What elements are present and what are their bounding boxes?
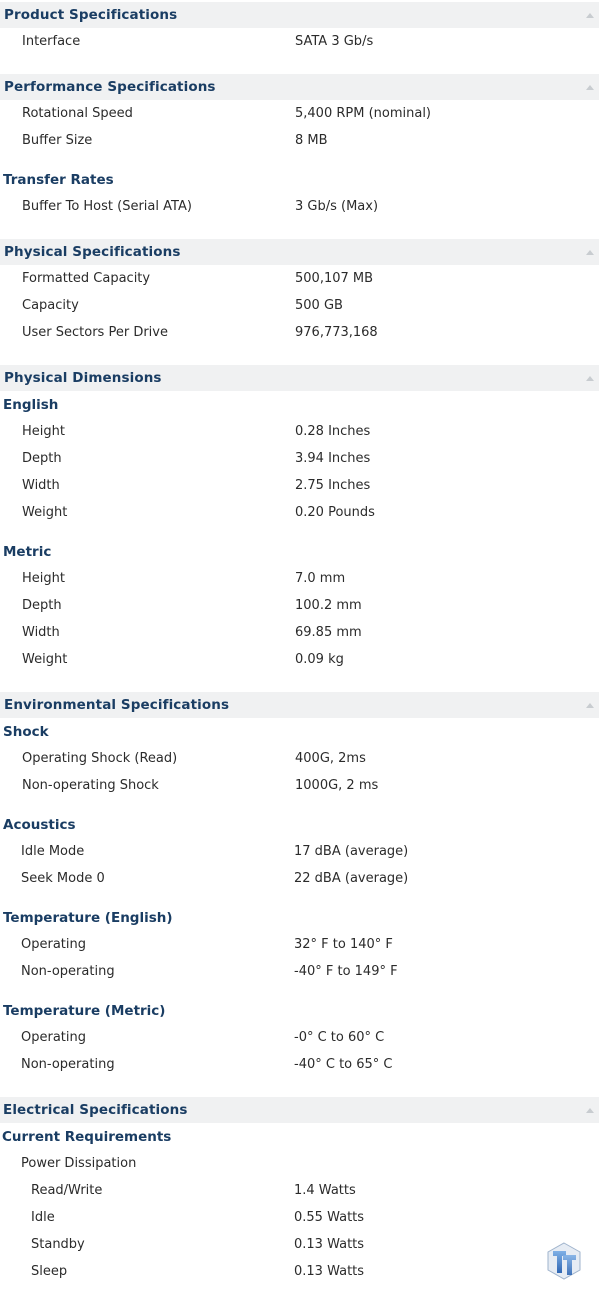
spec-label: Idle: [31, 1210, 55, 1225]
spec-label: Seek Mode 0: [21, 871, 105, 886]
collapse-arrow-icon[interactable]: [585, 11, 595, 19]
spec-label: Height: [22, 424, 65, 439]
subheading: Temperature (English): [3, 910, 173, 926]
spec-value: 500,107 MB: [295, 271, 374, 286]
spec-value: SATA 3 Gb/s: [295, 34, 374, 49]
spec-value: 3 Gb/s (Max): [295, 199, 379, 214]
section-title: Environmental Specifications: [4, 697, 230, 713]
section-title: Electrical Specifications: [3, 1102, 188, 1118]
subheading: Temperature (Metric): [3, 1003, 166, 1019]
spec-label: Operating Shock (Read): [22, 751, 178, 766]
spec-value: -0° C to 60° C: [294, 1030, 385, 1045]
section-header-electrical[interactable]: [0, 1097, 599, 1123]
spec-value: 8 MB: [295, 133, 328, 148]
spec-label: Non-operating Shock: [22, 778, 159, 793]
spec-label: Width: [22, 478, 60, 493]
spec-label: Operating: [21, 937, 86, 952]
section-header-dimensions[interactable]: [0, 365, 599, 391]
spec-value: 0.28 Inches: [295, 424, 371, 439]
spec-label: Rotational Speed: [22, 106, 133, 121]
subheading: Transfer Rates: [3, 172, 114, 188]
spec-value: 0.13 Watts: [294, 1264, 365, 1279]
section-header-physical[interactable]: [0, 239, 599, 265]
section-title: Performance Specifications: [4, 79, 216, 95]
spec-value: 400G, 2ms: [295, 751, 366, 766]
spec-value: -40° F to 149° F: [294, 964, 398, 979]
subheading: Metric: [3, 544, 52, 560]
spec-label: Buffer Size: [22, 133, 93, 148]
tt-logo-icon: [546, 1241, 582, 1281]
section-header-environmental[interactable]: [0, 692, 599, 718]
section-title: Physical Dimensions: [4, 370, 162, 386]
spec-value: 32° F to 140° F: [294, 937, 393, 952]
subheading: Shock: [3, 724, 49, 740]
section-title: Product Specifications: [4, 7, 178, 23]
spec-value: 1.4 Watts: [294, 1183, 356, 1198]
spec-value: 0.20 Pounds: [295, 505, 375, 520]
spec-label: Height: [22, 571, 65, 586]
spec-label: Width: [22, 625, 60, 640]
spec-label: Power Dissipation: [21, 1156, 137, 1171]
spec-label: Weight: [22, 652, 68, 667]
spec-label: Standby: [31, 1237, 85, 1252]
spec-label: Capacity: [22, 298, 79, 313]
spec-value: 2.75 Inches: [295, 478, 371, 493]
collapse-arrow-icon[interactable]: [585, 1106, 595, 1114]
spec-label: Weight: [22, 505, 68, 520]
section-header-product[interactable]: [0, 2, 599, 28]
collapse-arrow-icon[interactable]: [585, 248, 595, 256]
spec-label: Formatted Capacity: [22, 271, 151, 286]
section-header-performance[interactable]: [0, 74, 599, 100]
collapse-arrow-icon[interactable]: [585, 83, 595, 91]
subheading: Acoustics: [3, 817, 76, 833]
spec-label: Idle Mode: [21, 844, 85, 859]
spec-label: User Sectors Per Drive: [22, 325, 168, 340]
spec-label: Interface: [22, 34, 81, 49]
spec-label: Non-operating: [21, 1057, 115, 1072]
subheading: Current Requirements: [2, 1129, 172, 1145]
spec-label: Non-operating: [21, 964, 115, 979]
spec-value: 17 dBA (average): [294, 844, 409, 859]
spec-value: -40° C to 65° C: [294, 1057, 393, 1072]
spec-value: 0.09 kg: [295, 652, 344, 667]
spec-value: 1000G, 2 ms: [295, 778, 379, 793]
spec-label: Depth: [22, 451, 62, 466]
spec-label: Buffer To Host (Serial ATA): [22, 199, 192, 214]
spec-label: Read/Write: [31, 1183, 103, 1198]
spec-value: 0.13 Watts: [294, 1237, 365, 1252]
subheading: English: [3, 397, 59, 413]
spec-value: 3.94 Inches: [295, 451, 371, 466]
spec-value: 976,773,168: [295, 325, 378, 340]
collapse-arrow-icon[interactable]: [585, 701, 595, 709]
collapse-arrow-icon[interactable]: [585, 374, 595, 382]
section-title: Physical Specifications: [4, 244, 181, 260]
spec-value: 22 dBA (average): [294, 871, 409, 886]
spec-value: 7.0 mm: [295, 571, 346, 586]
spec-label: Depth: [22, 598, 62, 613]
spec-label: Operating: [21, 1030, 86, 1045]
spec-value: 5,400 RPM (nominal): [295, 106, 431, 121]
spec-value: 69.85 mm: [295, 625, 362, 640]
spec-value: 500 GB: [295, 298, 343, 313]
spec-label: Sleep: [31, 1264, 68, 1279]
spec-value: 0.55 Watts: [294, 1210, 365, 1225]
spec-value: 100.2 mm: [295, 598, 362, 613]
